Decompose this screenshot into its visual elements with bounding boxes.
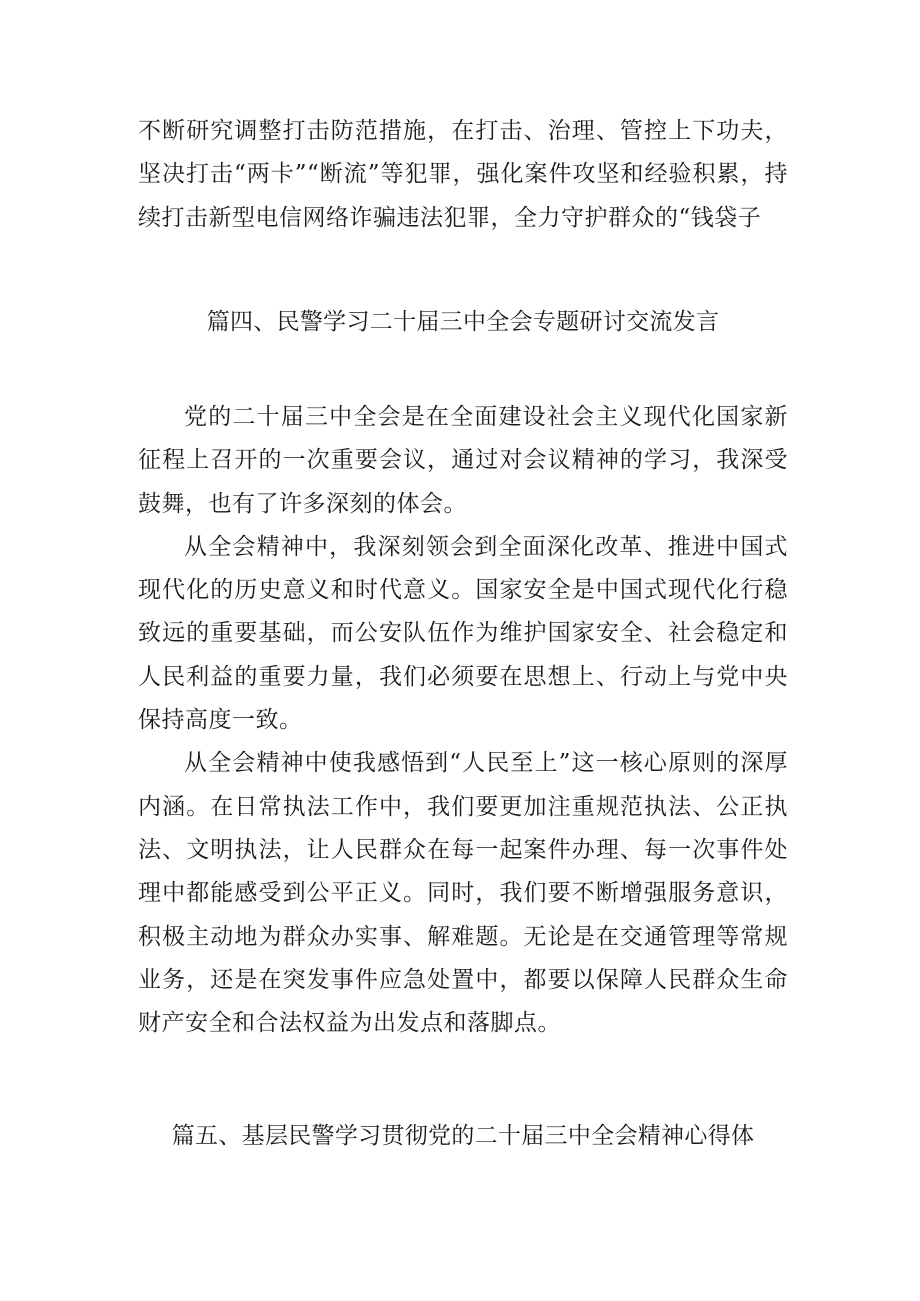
section4-paragraph-3: 从全会精神中使我感悟到“人民至上”这一核心原则的深厚内涵。在日常执法工作中，我们要更加注重规范执法、公正执法、文明执法，让人民群众在每一起案件办理、每一次事件处理中都能感受到公平正义。同时，我们要不断增强服务意识，积极主动地为群众办实事、解难题。无论是在交通管理等常规业务，还是在突发事件应急处置中，都要以保障人民群众生命财产安全和合法权益为出发点和落脚点。 — [138, 750, 788, 1037]
section4-paragraph-1: 党的二十届三中全会是在全面建设社会主义现代化国家新征程上召开的一次重要会议，通过对会议精神的学习，我深受鼓舞，也有了许多深刻的体会。 — [138, 404, 788, 517]
continuation-paragraph: 不断研究调整打击防范措施，在打击、治理、管控上下功夫，坚决打击“两卡”“断流”等犯罪，强化案件攻坚和经验积累，持续打击新型电信网络诈骗违法犯罪，全力守护群众的“钱袋子 — [138, 118, 788, 231]
continuation-text — [138, 110, 788, 240]
section4-paragraph-2: 从全会精神中，我深刻领会到全面深化改革、推进中国式现代化的历史意义和时代意义。国家安全是中国式现代化行稳致远的重要基础，而公安队伍作为维护国家安全、社会稳定和人民利益的重要力量，我们必须要在思想上、行动上与党中央保持高度一致。 — [138, 533, 788, 734]
section4-title: 篇四、民警学习二十届三中全会专题研讨交流发言 — [206, 309, 720, 335]
section5-title: 篇五、基层民警学习贯彻党的二十届三中全会精神心得体 — [171, 1123, 755, 1149]
section4-body — [138, 396, 788, 1045]
